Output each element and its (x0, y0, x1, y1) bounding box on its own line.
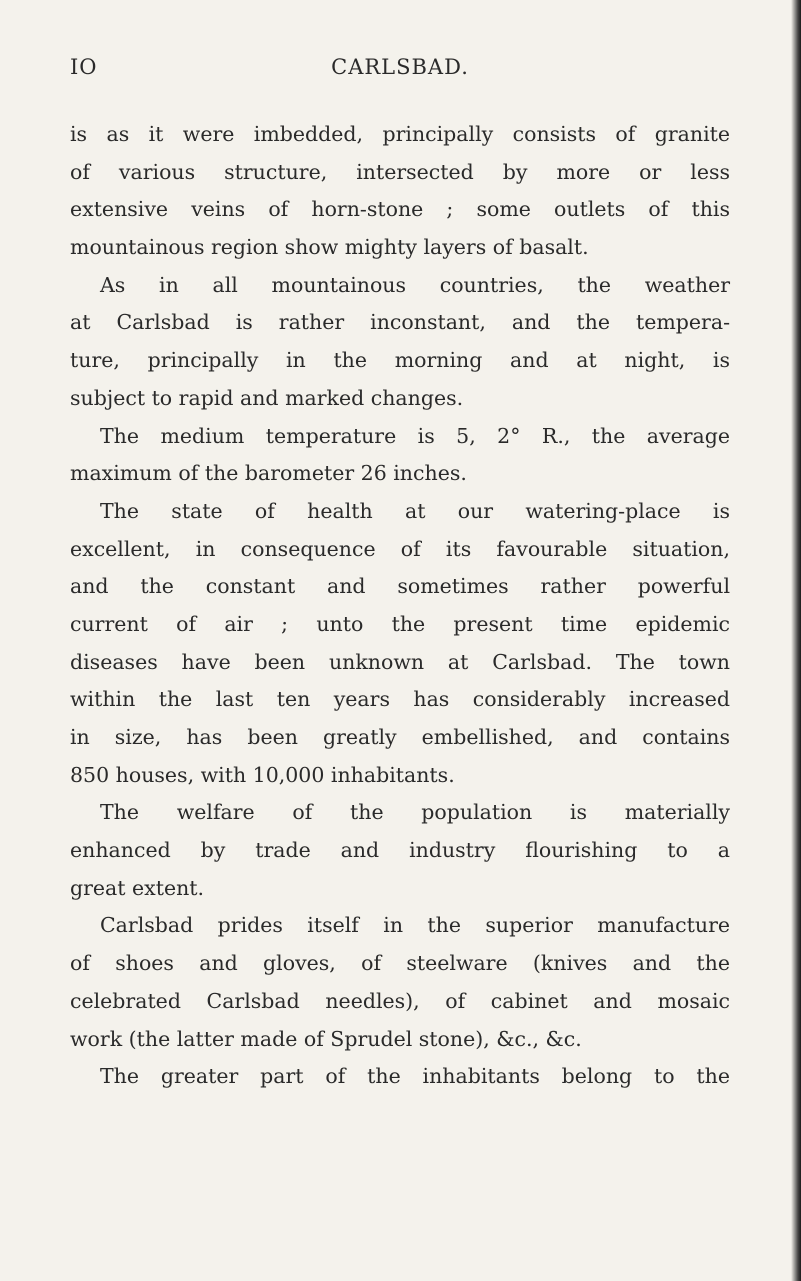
text-line: work (the latter made of Sprudel stone), &c., &c. (70, 1026, 582, 1051)
text-line: mountainous region show mighty layers of basalt. (70, 235, 589, 260)
page-edge-shadow (791, 0, 801, 1281)
text-line: subject to rapid and marked changes. (70, 385, 464, 410)
text-line: great extent. (70, 875, 205, 900)
text-line: Carlsbad prides itself in the superior manufacture (100, 913, 730, 938)
text-line: in size, has been greatly embellished, and contains (70, 725, 730, 749)
text-line: As in all mountainous countries, the weather (100, 272, 730, 297)
running-title: CARLSBAD. (331, 55, 469, 79)
text-line: celebrated Carlsbad needles), of cabinet and mosaic (70, 988, 730, 1013)
page-number: IO (70, 55, 98, 79)
text-line: maximum of the barometer 26 inches. (70, 461, 467, 486)
text-line: The greater part of the inhabitants belong to the (100, 1064, 730, 1089)
text-line: of shoes and gloves, of steelware (knives and the (70, 951, 730, 976)
text-line: is as it were imbedded, principally consists of granite (70, 122, 730, 146)
text-line: diseases have been unknown at Carlsbad. The town (70, 649, 730, 674)
body-text (70, 116, 730, 1096)
text-line: and the constant and sometimes rather powerful (70, 574, 730, 599)
text-line: excellent, in consequence of its favourable situation, (70, 536, 730, 561)
text-line: extensive veins of horn-stone ; some outlets of this (70, 197, 730, 222)
text-line: enhanced by trade and industry flourishing to a (70, 838, 730, 863)
text-line: current of air ; unto the present time epidemic (70, 611, 730, 636)
text-line: The state of health at our watering-place is (100, 498, 730, 523)
text-line: at Carlsbad is rather inconstant, and the tempera- (70, 310, 730, 335)
text-line: The medium temperature is 5, 2° R., the average (100, 423, 730, 448)
page-header (70, 55, 730, 85)
text-line: The welfare of the population is materially (100, 800, 730, 825)
text-line: within the last ten years has considerably increased (70, 687, 730, 712)
text-line: ture, principally in the morning and at night, is (70, 348, 730, 373)
text-line: of various structure, intersected by more or less (70, 159, 730, 184)
text-line: 850 houses, with 10,000 inhabitants. (70, 762, 455, 787)
